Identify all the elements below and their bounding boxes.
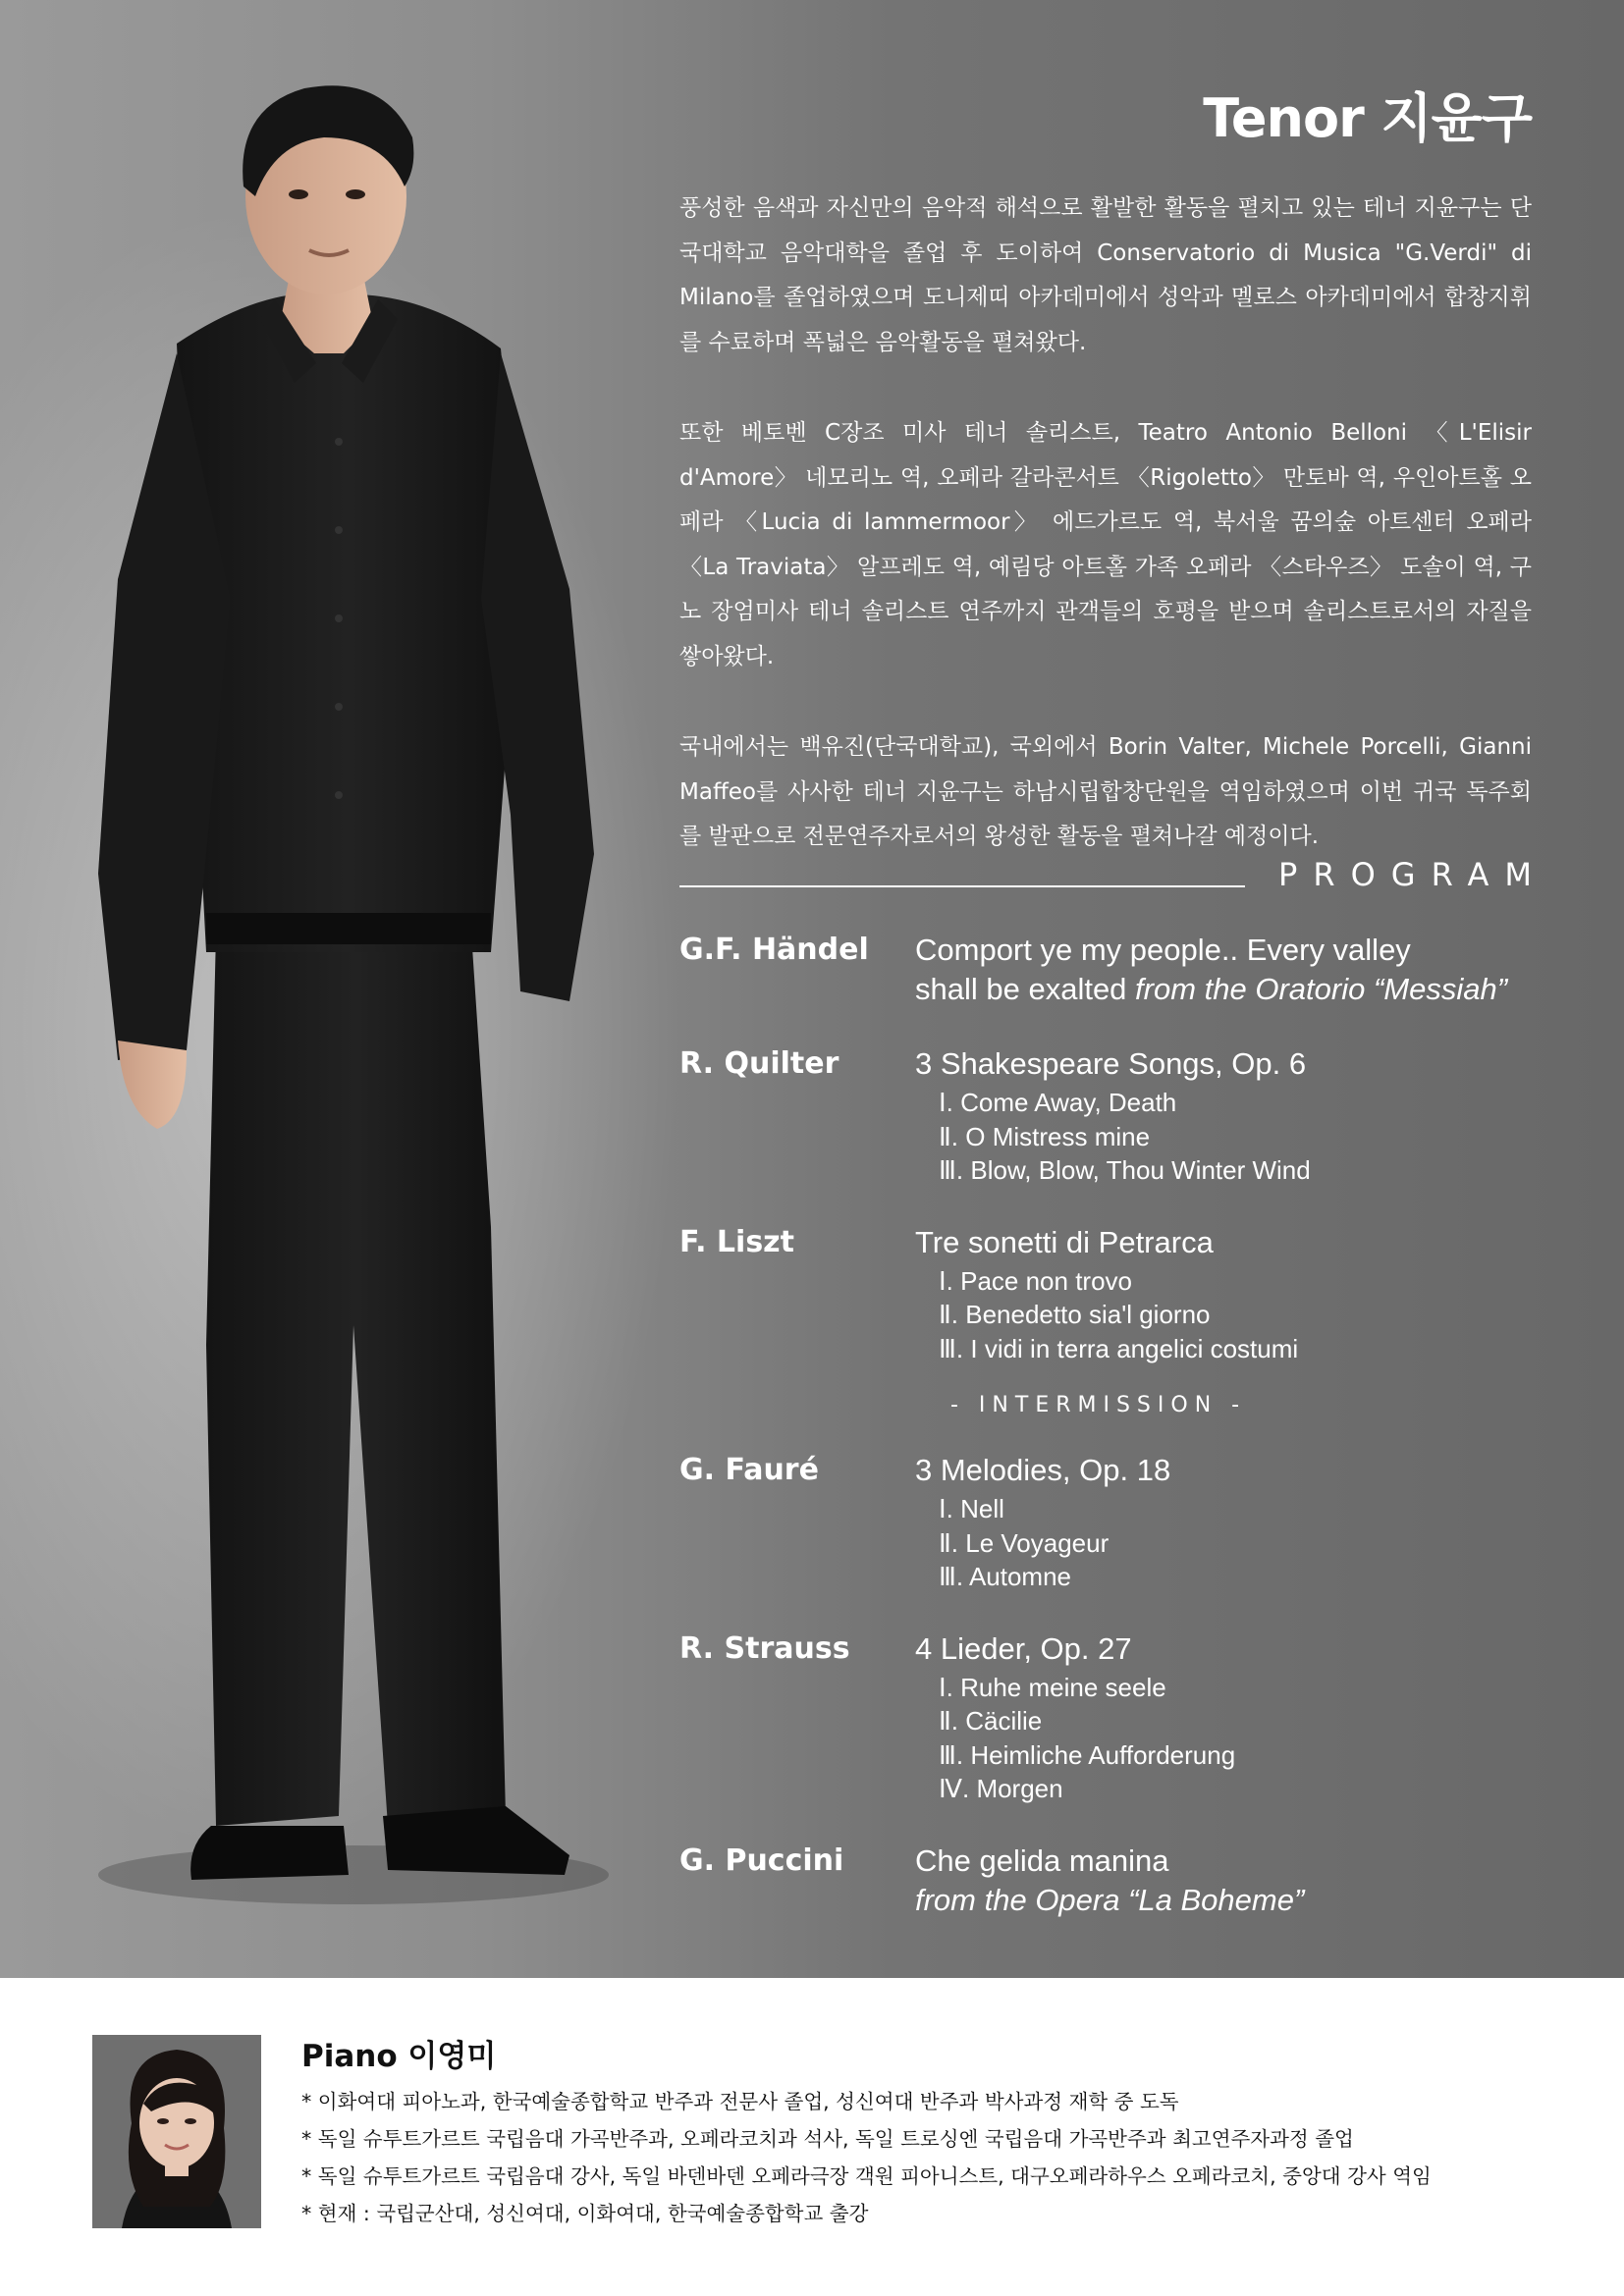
composer-name: G.F. Händel <box>679 933 869 967</box>
movement-list <box>939 1264 1543 1366</box>
program-divider <box>679 885 1245 887</box>
bio-paragraph: 국내에서는 백유진(단국대학교), 국외에서 Borin Valter, Michele Porcelli, Gianni Maffeo를 사사한 테너 지윤구는 하남시립합창단원을 역임하였으며 이번 귀국 독주회를 발판으로 전문연주자로서의 왕성한 활동을 펼쳐나갈 예정이다. <box>679 734 1532 849</box>
movement: Ⅲ. I vidi in terra angelici costumi <box>939 1333 1299 1363</box>
work-title <box>915 1842 1543 1920</box>
pianist-name: Piano 이영미 <box>301 2039 497 2074</box>
composer-name: F. Liszt <box>679 1224 794 1259</box>
movement: Ⅰ. Nell <box>939 1494 1004 1523</box>
work-title-line: Comport ye my people.. Every valley <box>915 933 1411 967</box>
work-title-line: Che gelida manina <box>915 1842 1169 1878</box>
movement: Ⅱ. Cäcilie <box>939 1706 1043 1735</box>
composer-name: G. Fauré <box>679 1453 819 1487</box>
composer-name: G. Puccini <box>679 1842 844 1878</box>
movement: Ⅰ. Ruhe meine seele <box>939 1672 1166 1702</box>
movement: Ⅳ. Morgen <box>939 1774 1063 1803</box>
work-title: 4 Lieder, Op. 27 <box>915 1630 1132 1666</box>
tenor-bio <box>679 187 1532 906</box>
program-item-handel <box>679 931 1543 1009</box>
movement: Ⅱ. O Mistress mine <box>939 1121 1151 1151</box>
work-title-text: shall be exalted <box>915 972 1136 1006</box>
movement: Ⅱ. Benedetto sia'l giorno <box>939 1300 1211 1329</box>
movement-list <box>939 1671 1543 1806</box>
movement: Ⅰ. Come Away, Death <box>939 1088 1177 1117</box>
composer-name: R. Strauss <box>679 1630 850 1666</box>
work-title: 3 Shakespeare Songs, Op. 6 <box>915 1046 1307 1081</box>
program-item-faure <box>679 1451 1543 1594</box>
program-title: PROGRAM <box>1278 856 1547 893</box>
composer-name: R. Quilter <box>679 1046 839 1081</box>
movement: Ⅲ. Blow, Blow, Thou Winter Wind <box>939 1155 1311 1185</box>
program-item-strauss <box>679 1629 1543 1806</box>
pianist-bio-item: * 현재 : 국립군산대, 성신여대, 이화여대, 한국예술종합학교 출강 <box>301 2195 1432 2232</box>
program-item-puccini <box>679 1842 1543 1920</box>
pianist-photo <box>92 2035 261 2228</box>
program-heading <box>679 852 1547 901</box>
program-item-quilter <box>679 1044 1543 1188</box>
program-item-liszt <box>679 1223 1543 1366</box>
work-title: Tre sonetti di Petrarca <box>915 1224 1214 1259</box>
movement-list <box>939 1086 1543 1188</box>
intermission-label: - INTERMISSION - <box>950 1393 1247 1417</box>
work-title-line <box>915 970 1543 1009</box>
pianist-bio-list <box>301 2083 1432 2232</box>
bio-paragraph: 풍성한 음색과 자신만의 음악적 해석으로 활발한 활동을 펼치고 있는 테너 지윤구는 단국대학교 음악대학을 졸업 후 도이하여 Conservatorio di Musica "G.Verdi" di Milano를 졸업하였으며 도니제띠 아카데미에서 성악과 멜로스 아카데미에서 합창지휘를 수료하며 폭넓은 음악활동을 펼쳐왔다. <box>679 195 1532 355</box>
tenor-photo <box>59 69 609 1934</box>
pianist-bio-item: * 이화여대 피아노과, 한국예술종합학교 반주과 전문사 졸업, 성신여대 반주과 박사과정 재학 중 도독 <box>301 2083 1432 2120</box>
movement: Ⅲ. Automne <box>939 1562 1072 1591</box>
program-list <box>679 931 1543 1955</box>
work-title: 3 Melodies, Op. 18 <box>915 1453 1171 1487</box>
work-title <box>915 931 1543 1009</box>
page-title: Tenor 지윤구 <box>1203 87 1532 149</box>
bio-paragraph: 또한 베토벤 C장조 미사 테너 솔리스트, Teatro Antonio Belloni 〈L'Elisir d'Amore〉 네모리노 역, 오페라 갈라콘서트 〈Rigoletto〉 만토바 역, 우인아트홀 오페라 〈Lucia di lammermoor〉 에드가르도 역, 북서울 꿈의숲 아트센터 오페라 〈La Traviata〉 알프레도 역, 예림당 아트홀 가족 오페라 〈스타우즈〉 도솔이 역, 구노 장엄미사 테너 솔리스트 연주까지 관객들의 호평을 받으며 솔리스트로서의 자질을 쌓아왔다. <box>679 420 1532 669</box>
work-title-line <box>915 1881 1543 1920</box>
movement: Ⅰ. Pace non trovo <box>939 1265 1133 1296</box>
pianist-bio-item: * 독일 슈투트가르트 국립음대 가곡반주과, 오페라코치과 석사, 독일 트로싱엔 국립음대 가곡반주과 최고연주자과정 졸업 <box>301 2120 1432 2158</box>
movement: Ⅱ. Le Voyageur <box>939 1527 1110 1558</box>
movement-list <box>939 1492 1543 1594</box>
work-source: from the Oratorio “Messiah” <box>1135 972 1508 1006</box>
pianist-bio-item: * 독일 슈투트가르트 국립음대 강사, 독일 바덴바덴 오페라극장 객원 피아니스트, 대구오페라하우스 오페라코치, 중앙대 강사 역임 <box>301 2158 1432 2195</box>
movement: Ⅲ. Heimliche Aufforderung <box>939 1739 1236 1770</box>
work-source: from the Opera “La Boheme” <box>915 1882 1305 1917</box>
